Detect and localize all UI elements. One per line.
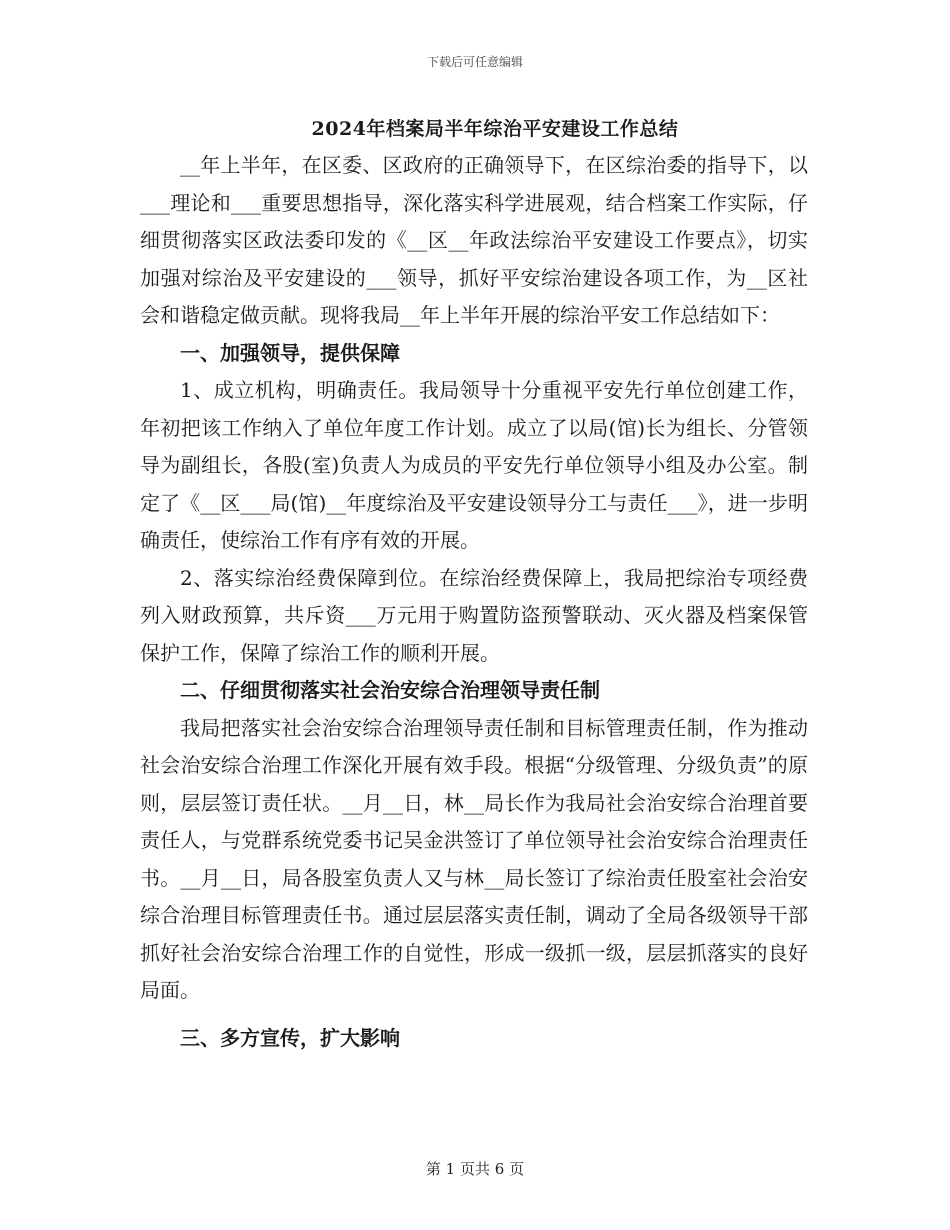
section-heading-3: 三、多方宣传，扩大影响 [180, 1025, 400, 1050]
document-title: 2024年档案局半年综治平安建设工作总结 [311, 118, 679, 140]
section-heading-1: 一、加强领导，提供保障 [180, 340, 400, 365]
page-number: 第 1 页共 6 页 [425, 1160, 525, 1178]
intro-paragraph: __年上半年，在区委、区政府的正确领导下，在区综治委的指导下，以___理论和___重要思想指导，深化落实科学进展观，结合档案工作实际，仔细贯彻落实区政法委印发的《__区__年政法综治平安建设工作要点》，切实加强对综治及平安建设的___领导，抓好平安综治建设各项工作，为__区社会和谐稳定做贡献。现将我局__年上半年开展的综治平安工作总结如下： [140, 153, 808, 327]
paragraph-1-2: 2、落实综治经费保障到位。在综治经费保障上，我局把综治专项经费列入财政预算，共斥资___万元用于购置防盗预警联动、灭火器及档案保管保护工作，保障了综治工作的顺利开展。 [140, 565, 808, 665]
paragraph-2-1: 我局把落实社会治安综合治理领导责任制和目标管理责任制，作为推动社会治安综合治理工作深化开展有效手段。根据“分级管理、分级负责”的原则，层层签订责任状。__月__日，林__局长作为我局社会治安综合治理首要责任人，与党群系统党委书记吴金洪签订了单位领导社会治安综合治理责任书。__月__日，局各股室负责人又与林__局长签订了综治责任股室社会治安综合治理目标管理责任书。通过层层落实责任制，调动了全局各级领导干部抓好社会治安综合治理工作的自觉性，形成一级抓一级，层层抓落实的良好局面。 [140, 715, 808, 1002]
document-body [140, 147, 808, 1057]
section-heading-2: 二、仔细贯彻落实社会治安综合治理领导责任制 [180, 678, 600, 702]
header-note: 下载后可任意编辑 [426, 55, 523, 69]
paragraph-1-1: 1、成立机构，明确责任。我局领导十分重视平安先行单位创建工作，年初把该工作纳入了单位年度工作计划。成立了以局(馆)长为组长、分管领导为副组长，各股(室)负责人为成员的平安先行单位领导小组及办公室。制定了《__区___局(馆)__年度综治及平安建设领导分工与责任___》，进一步明确责任，使综治工作有序有效的开展。 [140, 378, 808, 552]
